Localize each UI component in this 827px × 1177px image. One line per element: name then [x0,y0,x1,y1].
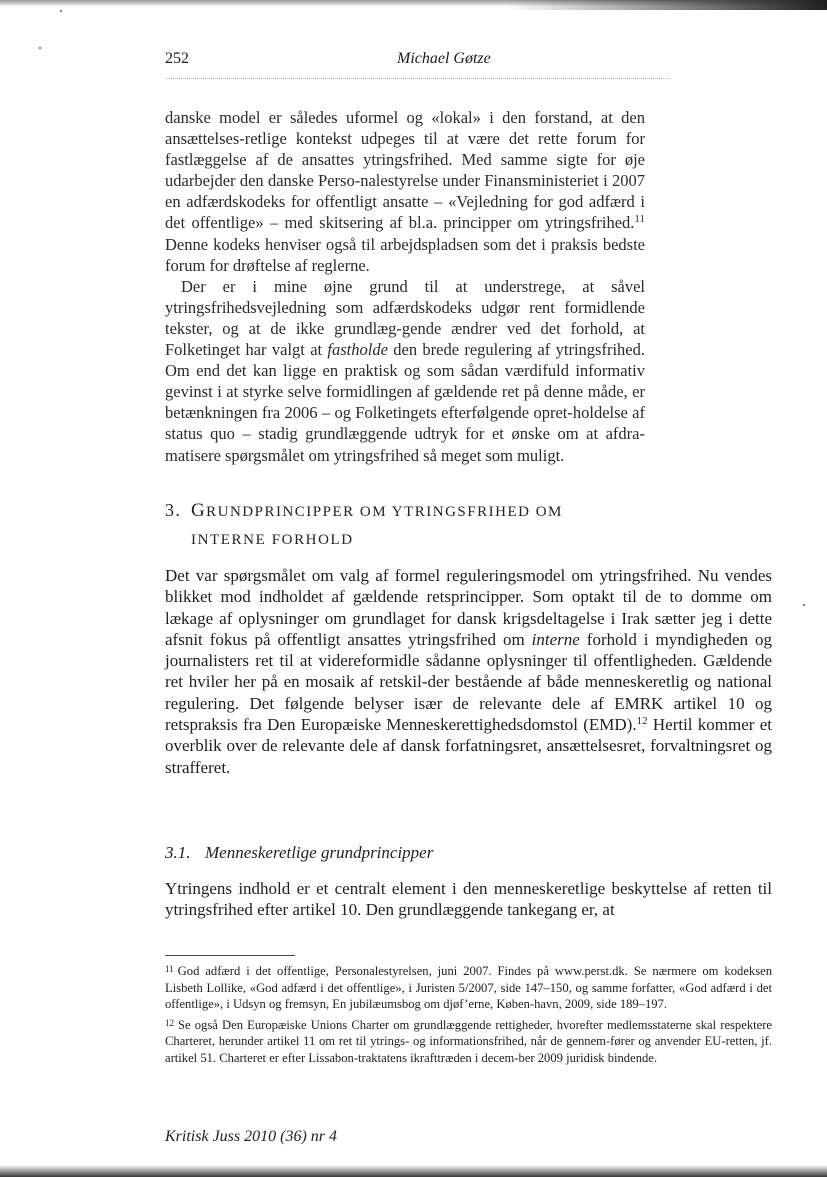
scan-speck [60,10,62,12]
emphasis: interne [531,629,580,649]
footnote-number: 11 [165,964,174,974]
scan-speck [39,47,41,49]
section-heading-line2: INTERNE FORHOLD [191,532,354,548]
subsection-title: Menneskeretlige grundprincipper [205,843,434,862]
footnote-text: God adfærd i det offentlige, Personalestyrelsen, juni 2007. Findes på www.perst.dk. Se nærmere om kodeksen Lisbeth Lollike, «God adfærd i det offentlige», i Juristen 5/2007, side 147–150, og samme forfatter, «God adfærd i det offentlige», i Udsyn og fremsyn, En jubilæumsbog om djøf’erne, Køben-havn, 2009, side 189–197. [165,964,772,1011]
footnote-ref[interactable]: 11 [634,213,645,226]
footnote-ref[interactable]: 12 [636,715,648,728]
section-body [165,565,772,778]
footnote [165,961,772,1013]
scan-shadow-corner [507,0,827,10]
section-number: 3. [165,500,182,520]
running-head [165,50,665,74]
page-number: 252 [165,50,189,67]
paragraph: Ytringens indhold er et centralt element i den menneskeretlige beskyttelse af retten til ytringsfrihed efter artikel 10. Den grundlæggende tankegang er, at [165,879,772,920]
footnote-rule [165,955,295,956]
scan-edge-bottom [0,1165,827,1177]
header-rule [165,78,670,79]
footnotes [165,961,772,1068]
body-text [165,107,645,466]
paragraph: danske model er således uformel og «lokal» i den forstand, at den ansættelses-retlige kontekst udpeges til at være det rette forum for fastlæggelse af de ansattes ytringsfrihed. Med samme sigte for øje udarbejder den danske Perso-nalestyrelse under Finansministeriet i 2007 en adfærdskodeks for offentligt ansatte – «Vejledning for god adfærd i det offentlige» – med skitsering af bl.a. principper om ytringsfrihed.$^{11}$ Denne kodeks henviser også til arbejdspladsen som det i praksis bedste forum for drøftelse af reglerne. [165,108,645,275]
subsection-body [165,878,772,921]
footnote-text: Se også Den Europæiske Unions Charter om grundlæggende rettigheder, hvorefter medlemsstaterne skal respektere Charteret, herunder artikel 11 om ret til ytrings- og informationsfrihed, når de gennem-fører og anvender EU-retten, jf. artikel 51. Charteret er efter Lissabon-traktatens ikrafttræden i decem-ber 2009 juridisk bindende. [165,1017,772,1065]
section-heading-line1: RUNDPRINCIPPER OM YTRINGSFRIHED OM [206,504,563,520]
subsection-number: 3.1. [165,843,191,862]
section-heading-initial: G [191,500,207,521]
emphasis: fastholde [327,340,388,360]
running-head-author: Michael Gøtze [397,50,491,67]
section-heading [165,496,725,554]
paragraph: Det var spørgsmålet om valg af formel reguleringsmodel om ytringsfrihed. Nu vendes blikket mod indholdet af gældende retsprincipper. Som optakt til de to domme om lækage af oplysninger om grundlaget for dansk krigsdeltagelse i Irak sætter jeg i dette afsnit fokus på offentligt ansattes ytringsfrihed om interne forhold i myndigheden og journalisters ret til at videreformidle sådanne oplysninger til offentligheden. Gældende ret hviler her på en mosaik af retskil-der bestående af både menneskeretlig og national regulering. Det følgende belyser især de relevante dele af EMRK artikel 10 og retspraksis fra Den Europæiske Menneskerettighedsdomstol (EMD).$^{12}$ Hertil kommer et overblik over de relevante dele af dansk forfatningsret, ansættelsesret, forvaltningsret og strafferet. [165,566,772,777]
scan-speck [803,604,805,606]
journal-footer: Kritisk Juss 2010 (36) nr 4 [165,1128,337,1145]
footnote-number: 12 [165,1017,174,1028]
subsection-heading [165,843,665,863]
paragraph: Der er i mine øjne grund til at understrege, at såvel ytringsfrihedsvejledning som adfærdskodeks udgør rent formidlende tekster, og at de ikke grundlæg-gende ændrer ved det forhold, at Folketinget har valgt at fastholde den brede regulering af ytringsfrihed. Om end det kan ligge en praktisk og som sådan værdifuld informativ gevinst i at styrke selve formidlingen af gældende ret på denne måde, er betænkningen fra 2006 – og Folketingets efterfølgende opret-holdelse af status quo – stadig grundlæggende udtryk for et ønske om at afdra-matisere spørgsmålet om ytringsfrihed så meget som muligt. [165,276,645,465]
footnote [165,1015,772,1067]
